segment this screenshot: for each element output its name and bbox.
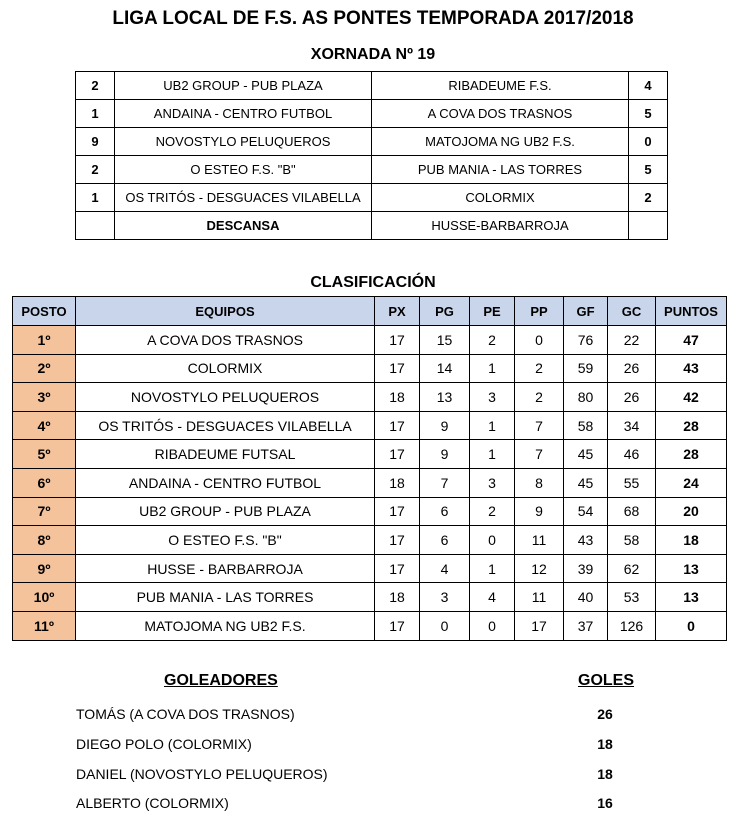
goals-for-cell: 39 (564, 554, 608, 583)
played-cell: 17 (375, 354, 420, 383)
home-score: 2 (76, 72, 115, 100)
table-row (13, 411, 727, 440)
position-cell: 5º (13, 440, 76, 469)
table-row (76, 100, 668, 128)
won-cell: 9 (420, 440, 470, 469)
table-row (13, 554, 727, 583)
won-cell: 13 (420, 383, 470, 412)
home-score: 1 (76, 100, 115, 128)
lost-cell: 9 (515, 497, 564, 526)
goals-for-cell: 59 (564, 354, 608, 383)
won-cell: 6 (420, 497, 470, 526)
standings-table (12, 296, 727, 641)
scorer-name: ALBERTO (COLORMIX) (76, 795, 229, 811)
goals-against-cell: 26 (608, 354, 656, 383)
played-cell: 18 (375, 583, 420, 612)
team-cell: NOVOSTYLO PELUQUEROS (76, 383, 375, 412)
scorer-name: DIEGO POLO (COLORMIX) (76, 736, 252, 752)
table-row (13, 440, 727, 469)
goals-for-cell: 37 (564, 611, 608, 640)
drawn-cell: 1 (470, 440, 515, 469)
home-score: 9 (76, 128, 115, 156)
col-header: PUNTOS (656, 297, 727, 326)
table-row (76, 212, 668, 240)
away-team: COLORMIX (372, 184, 629, 212)
lost-cell: 11 (515, 526, 564, 555)
team-cell: OS TRITÓS - DESGUACES VILABELLA (76, 411, 375, 440)
won-cell: 9 (420, 411, 470, 440)
team-cell: O ESTEO F.S. "B" (76, 526, 375, 555)
lost-cell: 2 (515, 383, 564, 412)
won-cell: 0 (420, 611, 470, 640)
drawn-cell: 0 (470, 611, 515, 640)
page-title: LIGA LOCAL DE F.S. AS PONTES TEMPORADA 2017/2018 (112, 8, 634, 29)
points-cell: 0 (656, 611, 727, 640)
goals-against-cell: 34 (608, 411, 656, 440)
goals-for-cell: 54 (564, 497, 608, 526)
goals-against-cell: 126 (608, 611, 656, 640)
home-team: UB2 GROUP - PUB PLAZA (115, 72, 372, 100)
goals-for-cell: 43 (564, 526, 608, 555)
away-score (629, 212, 668, 240)
points-cell: 42 (656, 383, 727, 412)
drawn-cell: 1 (470, 354, 515, 383)
scorer-goals: 16 (597, 795, 613, 811)
position-cell: 8º (13, 526, 76, 555)
home-team: O ESTEO F.S. "B" (115, 156, 372, 184)
team-cell: HUSSE - BARBARROJA (76, 554, 375, 583)
header-row (13, 297, 727, 326)
team-cell: RIBADEUME FUTSAL (76, 440, 375, 469)
standings-title: CLASIFICACIÓN (310, 274, 436, 291)
played-cell: 17 (375, 497, 420, 526)
drawn-cell: 2 (470, 326, 515, 355)
col-header: POSTO (13, 297, 76, 326)
played-cell: 18 (375, 468, 420, 497)
goals-against-cell: 22 (608, 326, 656, 355)
table-row (13, 611, 727, 640)
col-header: PG (420, 297, 470, 326)
table-row (13, 383, 727, 412)
team-cell: UB2 GROUP - PUB PLAZA (76, 497, 375, 526)
won-cell: 15 (420, 326, 470, 355)
goals-for-cell: 45 (564, 468, 608, 497)
home-score: 1 (76, 184, 115, 212)
away-score: 0 (629, 128, 668, 156)
away-score: 2 (629, 184, 668, 212)
drawn-cell: 4 (470, 583, 515, 612)
table-row (13, 354, 727, 383)
away-team: MATOJOMA NG UB2 F.S. (372, 128, 629, 156)
position-cell: 2º (13, 354, 76, 383)
position-cell: 4º (13, 411, 76, 440)
resting-team: HUSSE-BARBARROJA (372, 212, 629, 240)
position-cell: 3º (13, 383, 76, 412)
team-cell: ANDAINA - CENTRO FUTBOL (76, 468, 375, 497)
won-cell: 14 (420, 354, 470, 383)
team-cell: MATOJOMA NG UB2 F.S. (76, 611, 375, 640)
played-cell: 17 (375, 411, 420, 440)
goals-against-cell: 55 (608, 468, 656, 497)
lost-cell: 8 (515, 468, 564, 497)
played-cell: 17 (375, 440, 420, 469)
table-row (76, 72, 668, 100)
scorer-goals: 18 (597, 736, 613, 752)
lost-cell: 11 (515, 583, 564, 612)
home-score (76, 212, 115, 240)
points-cell: 18 (656, 526, 727, 555)
position-cell: 1º (13, 326, 76, 355)
goals-header: GOLES (578, 672, 635, 689)
won-cell: 7 (420, 468, 470, 497)
table-row (13, 468, 727, 497)
scorer-goals: 26 (597, 706, 613, 722)
table-row (76, 128, 668, 156)
lost-cell: 7 (515, 440, 564, 469)
col-header: PP (515, 297, 564, 326)
goals-for-cell: 76 (564, 326, 608, 355)
col-header: EQUIPOS (76, 297, 375, 326)
away-score: 4 (629, 72, 668, 100)
goals-for-cell: 58 (564, 411, 608, 440)
position-cell: 11º (13, 611, 76, 640)
goals-for-cell: 40 (564, 583, 608, 612)
goals-against-cell: 46 (608, 440, 656, 469)
played-cell: 17 (375, 526, 420, 555)
goals-against-cell: 53 (608, 583, 656, 612)
home-team: OS TRITÓS - DESGUACES VILABELLA (115, 184, 372, 212)
team-cell: A COVA DOS TRASNOS (76, 326, 375, 355)
lost-cell: 17 (515, 611, 564, 640)
points-cell: 28 (656, 440, 727, 469)
points-cell: 13 (656, 583, 727, 612)
drawn-cell: 1 (470, 411, 515, 440)
round-title: XORNADA Nº 19 (310, 46, 436, 63)
won-cell: 6 (420, 526, 470, 555)
lost-cell: 0 (515, 326, 564, 355)
resting-label: DESCANSA (115, 212, 372, 240)
points-cell: 20 (656, 497, 727, 526)
goals-against-cell: 58 (608, 526, 656, 555)
points-cell: 24 (656, 468, 727, 497)
points-cell: 13 (656, 554, 727, 583)
home-score: 2 (76, 156, 115, 184)
goals-against-cell: 68 (608, 497, 656, 526)
goals-for-cell: 45 (564, 440, 608, 469)
away-team: A COVA DOS TRASNOS (372, 100, 629, 128)
played-cell: 17 (375, 554, 420, 583)
drawn-cell: 3 (470, 383, 515, 412)
table-row (13, 526, 727, 555)
scorer-name: DANIEL (NOVOSTYLO PELUQUEROS) (76, 766, 328, 782)
away-score: 5 (629, 156, 668, 184)
position-cell: 9º (13, 554, 76, 583)
col-header: GC (608, 297, 656, 326)
points-cell: 28 (656, 411, 727, 440)
table-row (13, 497, 727, 526)
away-team: RIBADEUME F.S. (372, 72, 629, 100)
goals-for-cell: 80 (564, 383, 608, 412)
goals-against-cell: 62 (608, 554, 656, 583)
position-cell: 6º (13, 468, 76, 497)
scorer-name: TOMÁS (A COVA DOS TRASNOS) (76, 706, 295, 722)
position-cell: 10º (13, 583, 76, 612)
team-cell: COLORMIX (76, 354, 375, 383)
drawn-cell: 2 (470, 497, 515, 526)
results-table (75, 71, 668, 240)
played-cell: 17 (375, 611, 420, 640)
table-row (76, 184, 668, 212)
table-row (13, 583, 727, 612)
away-team: PUB MANIA - LAS TORRES (372, 156, 629, 184)
position-cell: 7º (13, 497, 76, 526)
table-row (76, 156, 668, 184)
won-cell: 4 (420, 554, 470, 583)
goals-against-cell: 26 (608, 383, 656, 412)
scorer-goals: 18 (597, 766, 613, 782)
team-cell: PUB MANIA - LAS TORRES (76, 583, 375, 612)
home-team: NOVOSTYLO PELUQUEROS (115, 128, 372, 156)
home-team: ANDAINA - CENTRO FUTBOL (115, 100, 372, 128)
col-header: PE (470, 297, 515, 326)
lost-cell: 7 (515, 411, 564, 440)
col-header: GF (564, 297, 608, 326)
points-cell: 47 (656, 326, 727, 355)
drawn-cell: 1 (470, 554, 515, 583)
won-cell: 3 (420, 583, 470, 612)
drawn-cell: 0 (470, 526, 515, 555)
lost-cell: 2 (515, 354, 564, 383)
points-cell: 43 (656, 354, 727, 383)
table-row (13, 326, 727, 355)
played-cell: 18 (375, 383, 420, 412)
col-header: PX (375, 297, 420, 326)
away-score: 5 (629, 100, 668, 128)
drawn-cell: 3 (470, 468, 515, 497)
scorers-header: GOLEADORES (164, 672, 278, 689)
played-cell: 17 (375, 326, 420, 355)
lost-cell: 12 (515, 554, 564, 583)
